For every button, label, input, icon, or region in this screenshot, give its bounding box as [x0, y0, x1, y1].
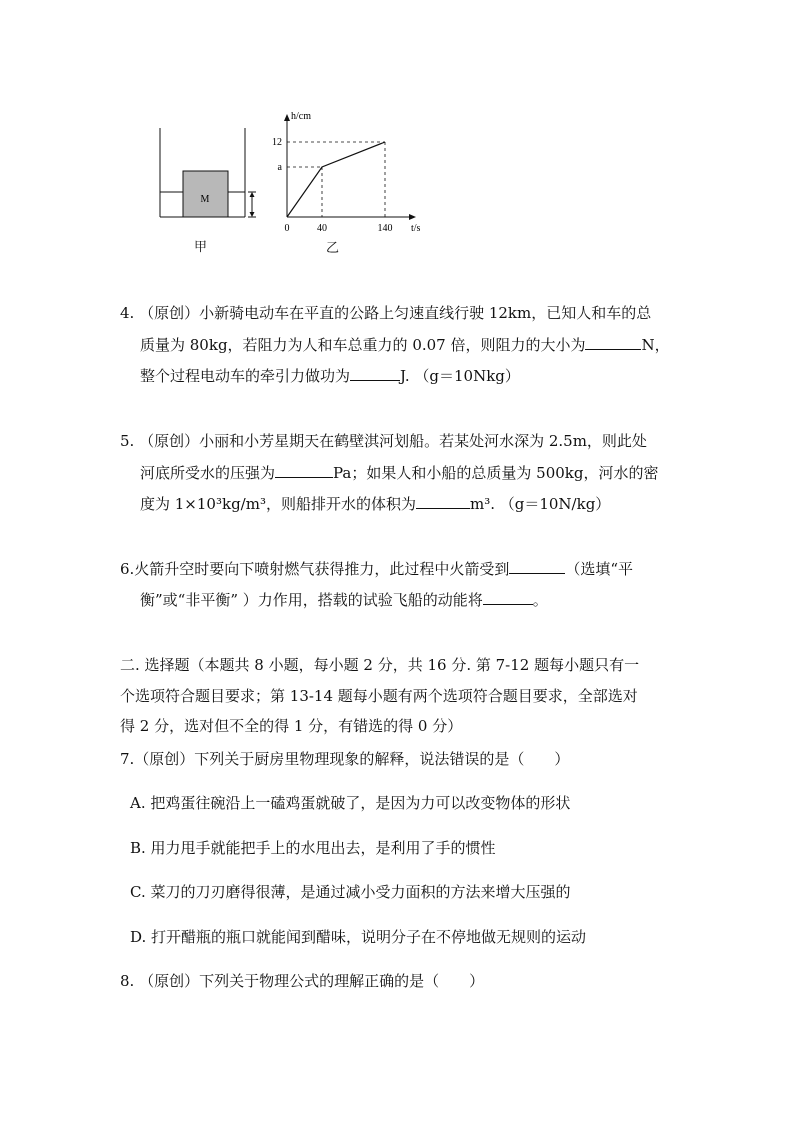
q4-blank-work	[350, 366, 400, 381]
y-axis-label: h/cm	[291, 111, 311, 122]
section2-line3: 得 2 分，选对但不全的得 1 分，有错选的得 0 分）	[120, 717, 463, 735]
q4-line1: 4. （原创）小新骑电动车在平直的公路上匀速直线行驶 12km，已知人和车的总	[120, 304, 652, 322]
q7-option-d: D. 打开醋瓶的瓶口就能闻到醋味，说明分子在不停地做无规则的运动	[130, 928, 587, 946]
q5-blank-pressure	[275, 463, 333, 478]
x-axis-label: t/s	[411, 223, 421, 234]
q5-line3: 度为 1×10³kg/m³，则船排开水的体积为 m³. （g＝10N/kg）	[140, 495, 611, 513]
section2-line2: 个选项符合题目要求；第 13-14 题每小题有两个选项符合题目要求，全部选对	[120, 687, 638, 705]
q4-line2: 质量为 80kg，若阻力为人和车总重力的 0.07 倍，则阻力的大小为 N，	[140, 336, 670, 354]
x-tick-0: 0	[284, 223, 290, 234]
yi-label: 乙	[326, 241, 340, 256]
y-tick-a: a	[277, 162, 282, 173]
q6-blank-kinetic	[483, 590, 533, 605]
q6-line2: 衡”或“非平衡” ）力作用，搭载的试验飞船的动能将 。	[140, 591, 548, 609]
q7-stem: 7.（原创）下列关于厨房里物理现象的解释，说法错误的是（ ）	[120, 750, 570, 768]
x-tick-140: 140	[377, 223, 393, 234]
y-tick-12: 12	[272, 137, 282, 148]
q5-line2: 河底所受水的压强为 Pa；如果人和小船的总质量为 500kg，河水的密	[140, 464, 659, 482]
q5-blank-volume	[416, 494, 470, 509]
x-tick-40: 40	[317, 223, 327, 234]
figure	[150, 104, 450, 254]
q7-option-b: B. 用力甩手就能把手上的水甩出去，是利用了手的惯性	[130, 839, 496, 857]
jia-label: 甲	[194, 240, 208, 255]
h-t-line	[287, 142, 385, 217]
graph-diagram	[272, 111, 421, 234]
block-m-label: M	[200, 194, 210, 205]
q6-line1: 6.火箭升空时要向下喷射燃气获得推力，此过程中火箭受到 （选填“平	[120, 560, 633, 578]
q5-line1: 5. （原创）小丽和小芳星期天在鹤壁淇河划船。若某处河水深为 2.5m，则此处	[120, 432, 647, 450]
q4-line3: 整个过程电动车的牵引力做功为 J. （g＝10Nkg）	[140, 367, 520, 385]
container-diagram	[160, 128, 256, 217]
q7-option-a: A. 把鸡蛋往碗沿上一磕鸡蛋就破了，是因为力可以改变物体的形状	[130, 794, 571, 812]
q6-blank-force-type	[509, 559, 565, 574]
section2-line1: 二. 选择题（本题共 8 小题，每小题 2 分，共 16 分. 第 7-12 题每小题只有一	[120, 656, 640, 674]
q4-blank-force	[585, 335, 641, 350]
q7-option-c: C. 菜刀的刀刃磨得很薄，是通过减小受力面积的方法来增大压强的	[130, 883, 571, 901]
q8-stem: 8. （原创）下列关于物理公式的理解正确的是（ ）	[120, 972, 485, 990]
figure-svg	[150, 104, 450, 254]
